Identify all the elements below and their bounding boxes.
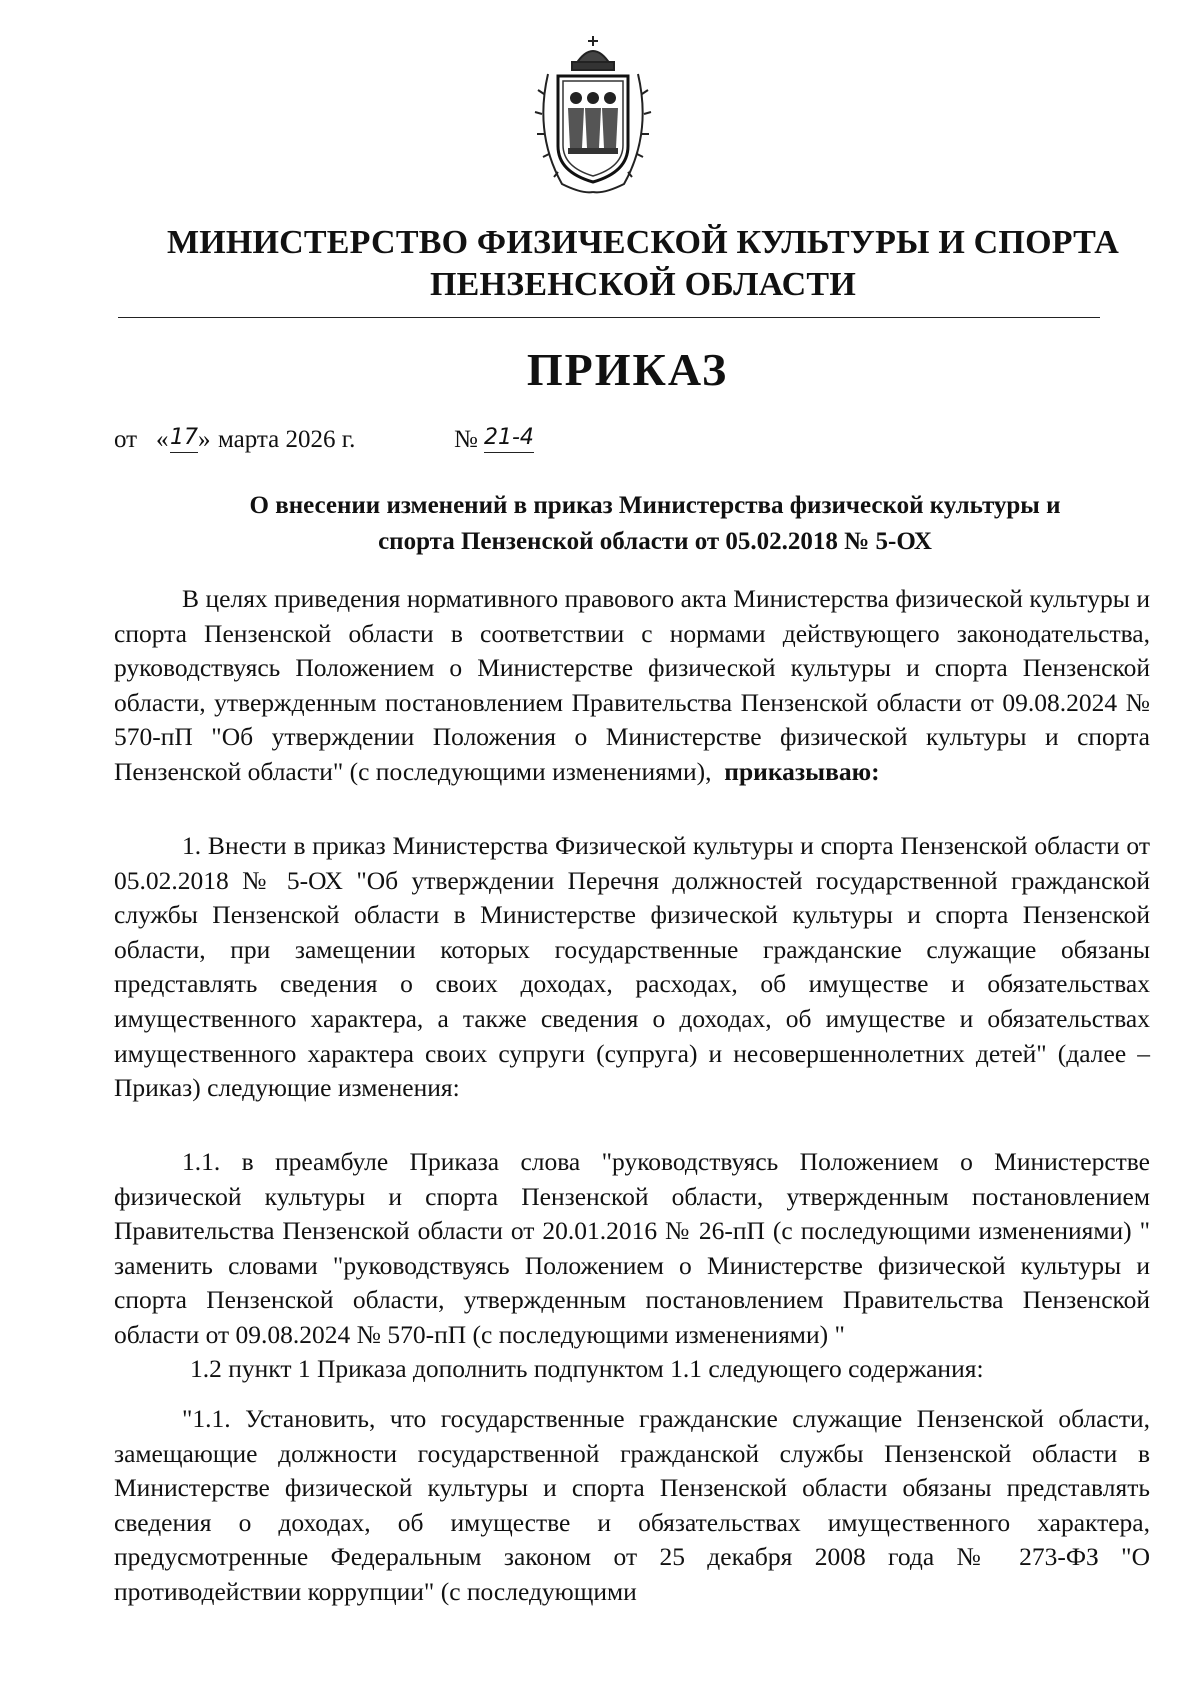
clause-1-2-paragraph: 1.2 пункт 1 Приказа дополнить подпунктом 1.1 следующего содержания:	[190, 1354, 984, 1383]
date-from-label: от	[114, 426, 138, 453]
document-type-heading: ПРИКАЗ	[526, 344, 729, 395]
preamble-text: В целях приведения нормативного правового акта Министерства физической культуры и спорта Пензенской области в соответствии с нормами действующего законодательства, руководствуясь Положением о Министерстве физической культуры и спорта Пензенской области, утвержденным постановлением Правительства Пензенской области от 09.08.2024 № 570-пП "Об утверждении Положения о Министерстве физической культуры и спорта Пензенской области" (с последующими изменениями),	[114, 584, 1150, 786]
date-day-handwritten: 17	[170, 424, 198, 453]
ministry-name-line2: ПЕНЗЕНСКОЙ ОБЛАСТИ	[430, 266, 856, 303]
date-open-quote: «	[156, 426, 169, 453]
clause-1-paragraph: 1. Внести в приказ Министерства Физической культуры и спорта Пензенской области от 05.02.2018 № 5-ОХ "Об утверждении Перечня должностей государственной гражданской службы Пензенской области в Министерстве физической культуры и спорта Пензенской области, при замещении которых государственные гражданские служащие обязаны представлять сведения о своих доходах, расходах, об имуществе и обязательствах имущественного характера, а также сведения о доходах, об имуществе и обязательствах имущественного характера своих супруги (супруга) и несовершеннолетних детей" (далее – Приказ) следующие изменения:	[114, 831, 1150, 1103]
header-divider	[118, 317, 1100, 318]
number-sign: №	[454, 426, 478, 453]
order-title	[150, 488, 1160, 560]
subclause-quoted-paragraph: "1.1. Установить, что государственные гражданские служащие Пензенской области, замещающие должности государственной гражданской службы Пензенской области в Министерстве физической культуры и спорта Пензенской области обязаны представлять сведения о доходах, об имуществе и обязательствах имущественного характера, предусмотренные Федеральным законом от 25 декабря 2008 года № 273-ФЗ "О противодействии коррупции" (с последующими	[114, 1404, 1150, 1606]
penza-coat-of-arms-emblem	[532, 34, 654, 194]
preamble-paragraph	[114, 582, 1150, 790]
order-title-line1: О внесении изменений в приказ Министерства физической культуры и	[249, 492, 1061, 519]
ministry-name	[150, 222, 1136, 306]
order-title-line2: спорта Пензенской области от 05.02.2018 № 5-ОХ	[378, 528, 932, 555]
ministry-name-line1: МИНИСТЕРСТВО ФИЗИЧЕСКОЙ КУЛЬТУРЫ И СПОРТА	[166, 224, 1120, 261]
clause-1-1-paragraph: 1.1. в преамбуле Приказа слова "руководствуясь Положением о Министерстве физической культуры и спорта Пензенской области, утвержденным постановлением Правительства Пензенской области от 20.01.2016 № 26-пП (с последующими изменениями) " заменить словами "руководствуясь Положением о Министерстве физической культуры и спорта Пензенской области, утвержденным постановлением Правительства Пензенской области от 09.08.2024 № 570-пП (с последующими изменениями) "	[114, 1147, 1150, 1349]
date-close-quote: »	[198, 426, 211, 453]
date-month-year: марта 2026 г.	[218, 426, 356, 453]
document-number-handwritten: 21-4	[484, 424, 534, 453]
orders-keyword: приказываю:	[724, 756, 880, 786]
